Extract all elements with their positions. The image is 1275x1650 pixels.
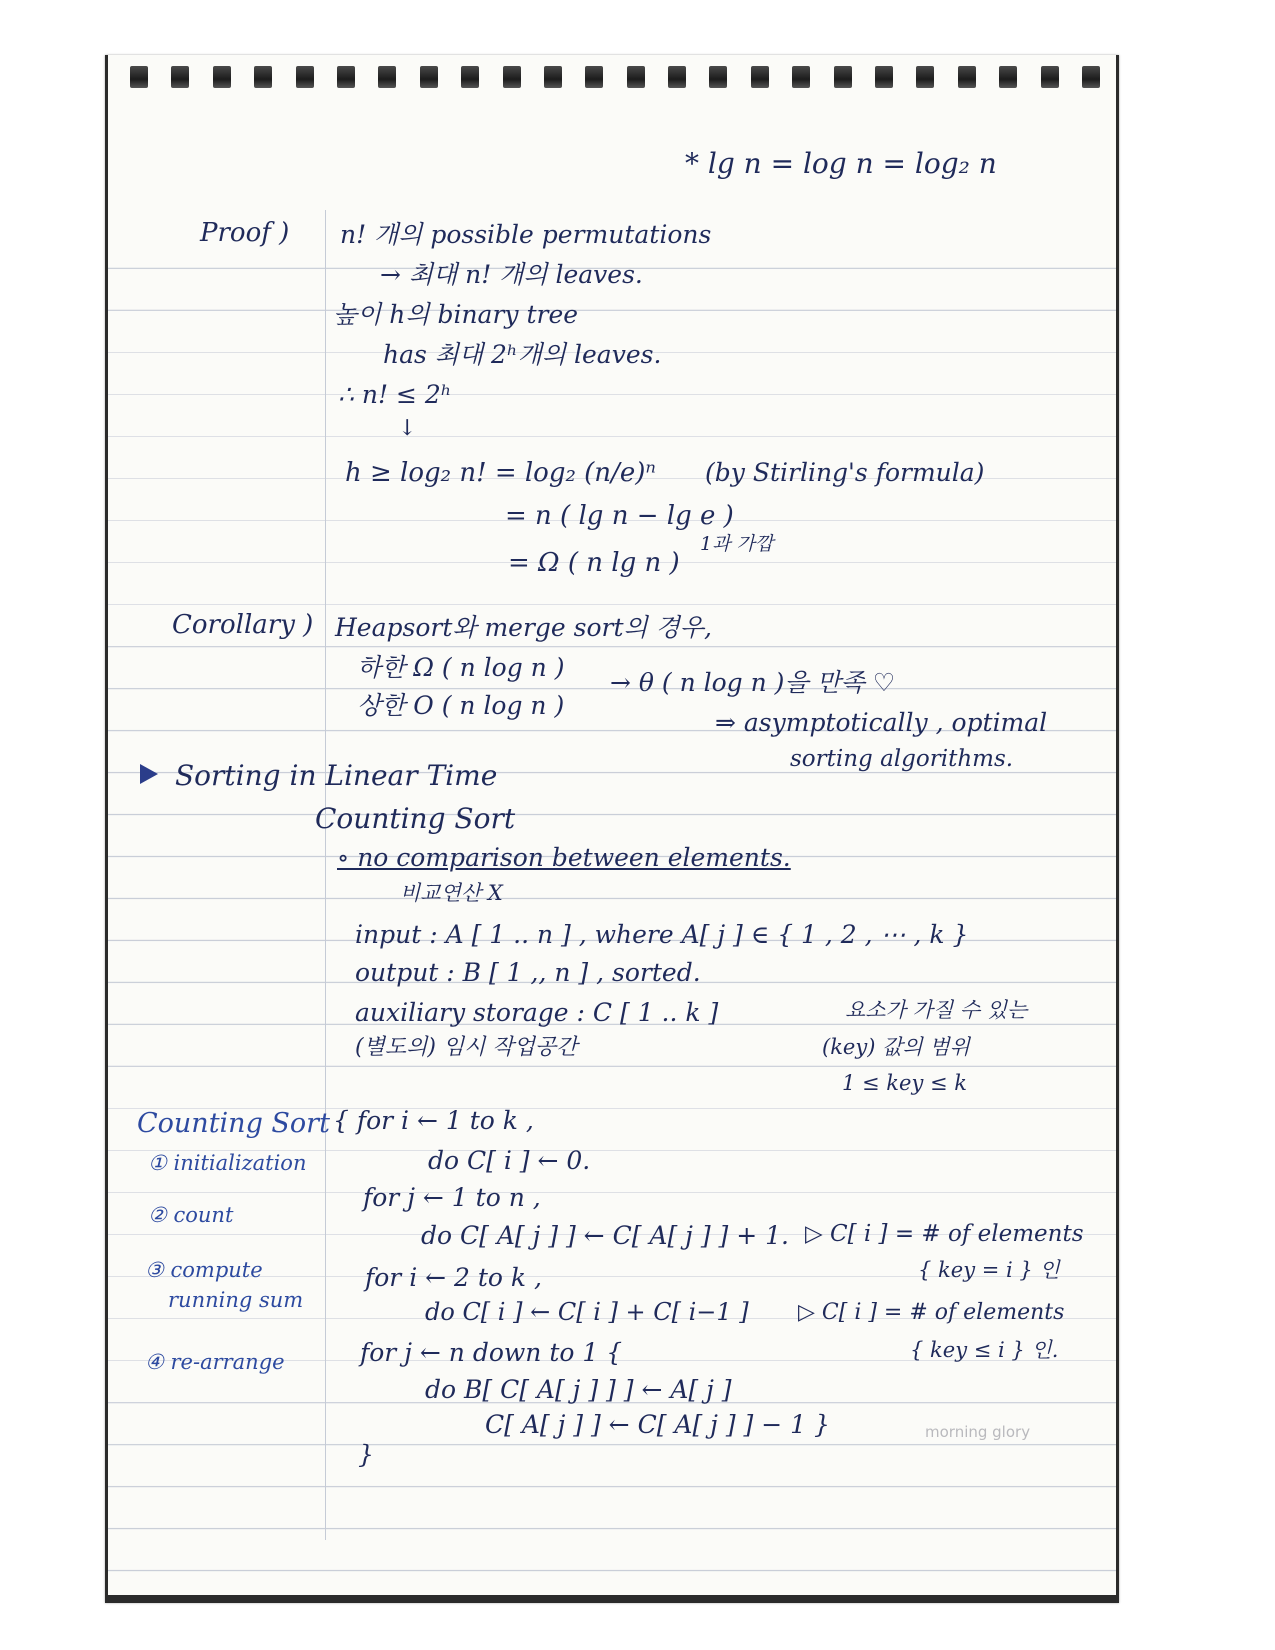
spiral-binding [130, 66, 1100, 88]
code-line: do C[ i ] ← C[ i ] + C[ i−1 ] [425, 1298, 749, 1326]
corollary-line: ⇒ asymptotically , optimal [715, 708, 1048, 737]
coil [213, 66, 231, 88]
code-line: C[ A[ j ] ] ← C[ A[ j ] ] − 1 } [485, 1410, 830, 1439]
coil [627, 66, 645, 88]
section-note: (key) 값의 범위 [822, 1035, 970, 1059]
proof-line: = Ω ( n lg n ) [508, 548, 680, 578]
coil [875, 66, 893, 88]
coil [378, 66, 396, 88]
coil [254, 66, 272, 88]
corollary-line: Heapsort와 merge sort의 경우, [335, 613, 712, 642]
coil [709, 66, 727, 88]
proof-arrow: ↓ [398, 416, 417, 441]
step-label: ③ compute [145, 1258, 263, 1282]
proof-line: = n ( lg n − lg e ) [505, 501, 734, 531]
code-comment: { key = i } 인 [918, 1258, 1060, 1282]
corollary-line: 하한 Ω ( n log n ) [357, 653, 565, 682]
coil [668, 66, 686, 88]
code-line: for j ← 1 to n , [363, 1183, 541, 1212]
step-label: running sum [168, 1288, 304, 1312]
section-note: 1 ≤ key ≤ k [842, 1071, 967, 1095]
code-line: } [358, 1440, 374, 1469]
proof-label: Proof ) [200, 218, 290, 248]
brand-logo: morning glory [925, 1423, 1031, 1441]
coil [420, 66, 438, 88]
section-line: 비교연산 X [400, 881, 503, 905]
algorithm-title: Counting Sort [137, 1108, 330, 1139]
coil [834, 66, 852, 88]
section-line: output : B [ 1 ,, n ] , sorted. [355, 958, 701, 987]
proof-note: 1과 가깝 [700, 533, 774, 555]
section-line: ∘ no comparison between elements. [337, 843, 791, 872]
proof-line: h ≥ log₂ n! = log₂ (n/e)ⁿ [345, 458, 656, 488]
code-line: do C[ A[ j ] ] ← C[ A[ j ] ] + 1. [421, 1221, 790, 1250]
code-line: { for i ← 1 to k , [333, 1106, 534, 1135]
proof-line: → 최대 n! 개의 leaves. [380, 260, 643, 289]
coil [1041, 66, 1059, 88]
code-comment: { key ≤ i } 인. [910, 1338, 1059, 1362]
code-comment: ▷ C[ i ] = # of elements [798, 1300, 1065, 1325]
corollary-line: sorting algorithms. [790, 746, 1014, 772]
step-label: ② count [148, 1203, 234, 1227]
coil [503, 66, 521, 88]
coil [792, 66, 810, 88]
corollary-label: Corollary ) [172, 610, 314, 640]
coil [296, 66, 314, 88]
section-line: input : A [ 1 .. n ] , where A[ j ] ∈ { 1 , 2 , ⋯ , k } [355, 920, 969, 949]
code-line: for j ← n down to 1 { [360, 1338, 623, 1367]
code-line: do B[ C[ A[ j ] ] ] ← A[ j ] [425, 1375, 732, 1404]
code-line: for i ← 2 to k , [365, 1263, 542, 1292]
corollary-line: → θ ( n log n )을 만족 ♡ [610, 668, 896, 697]
code-comment: ▷ C[ i ] = # of elements [805, 1221, 1084, 1247]
section-line: (별도의) 임시 작업공간 [355, 1035, 578, 1060]
coil [461, 66, 479, 88]
coil [1082, 66, 1100, 88]
coil [544, 66, 562, 88]
coil [171, 66, 189, 88]
section-line: auxiliary storage : C [ 1 .. k ] [355, 998, 719, 1027]
proof-line: has 최대 2ʰ개의 leaves. [383, 340, 662, 369]
proof-note: (by Stirling's formula) [705, 458, 985, 487]
margin-line [325, 210, 326, 1540]
section-note: 요소가 가질 수 있는 [845, 998, 1028, 1022]
step-label: ④ re-arrange [145, 1350, 285, 1374]
proof-line: n! 개의 possible permutations [340, 220, 712, 249]
corollary-line: 상한 O ( n log n ) [357, 691, 565, 720]
proof-line: ∴ n! ≤ 2ʰ [338, 380, 452, 409]
coil [130, 66, 148, 88]
coil [751, 66, 769, 88]
section-subtitle: Counting Sort [315, 802, 516, 835]
coil [337, 66, 355, 88]
code-line: do C[ i ] ← 0. [428, 1146, 591, 1175]
header-note: * lg n = log n = log₂ n [685, 147, 997, 180]
coil [958, 66, 976, 88]
section-bullet-icon [140, 764, 158, 784]
proof-line: 높이 h의 binary tree [333, 300, 579, 329]
coil [999, 66, 1017, 88]
section-title: Sorting in Linear Time [175, 759, 498, 792]
step-label: ① initialization [148, 1151, 307, 1175]
coil [916, 66, 934, 88]
coil [585, 66, 603, 88]
